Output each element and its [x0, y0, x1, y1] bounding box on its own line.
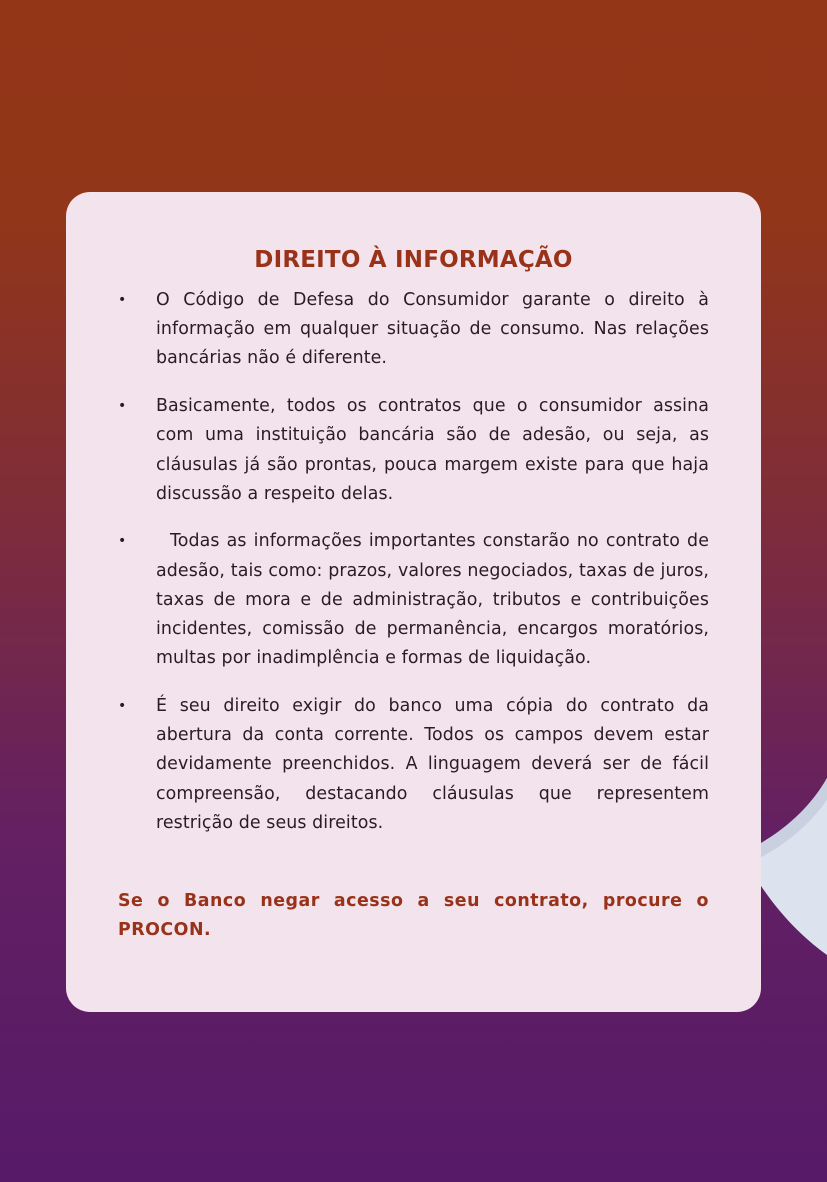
list-item-text: Todas as informações importantes constarão no contrato de adesão, tais como: prazos, valores negociados, taxas de juros, taxas de mora e de administração, tributos e contribuições incidentes, comissão de permanência, encargos moratórios, multas por inadimplência e formas de liquidação.	[156, 531, 709, 669]
bullet-icon: •	[118, 292, 127, 308]
info-card	[66, 192, 761, 1012]
procon-note: Se o Banco negar acesso a seu contrato, procure o PROCON.	[118, 891, 709, 940]
page-title: DIREITO À INFORMAÇÃO	[254, 247, 573, 273]
list-item	[118, 286, 709, 374]
list-item-text: O Código de Defesa do Consumidor garante o direito à informação em qualquer situação de consumo. Nas relações bancárias não é diferente.	[156, 290, 709, 369]
bullet-icon: •	[118, 697, 127, 714]
list-item-text: Basicamente, todos os contratos que o consumidor assina com uma instituição bancária são de adesão, ou seja, as cláusulas já são prontas, pouca margem existe para que haja discussão a respeito delas.	[156, 396, 709, 504]
list-item-text: É seu direito exigir do banco uma cópia do contrato da abertura da conta corrente. Todos os campos devem estar devidamente preenchidos. A linguagem deverá ser de fácil compreensão, destacando cláusulas que representem restrição de seus direitos.	[156, 695, 709, 833]
bullet-icon: •	[118, 398, 127, 415]
bullet-icon: •	[118, 533, 127, 550]
list-item	[118, 527, 709, 673]
rights-list	[118, 286, 709, 856]
list-item	[118, 692, 709, 838]
list-item	[118, 392, 709, 509]
